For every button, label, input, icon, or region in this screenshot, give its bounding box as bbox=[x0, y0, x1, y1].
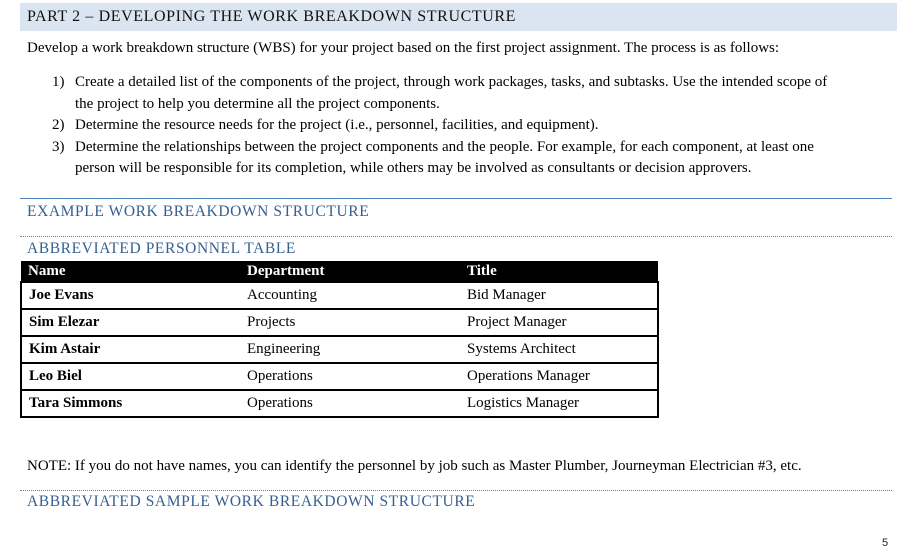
page-number: 5 bbox=[882, 537, 889, 549]
step-number: 2) bbox=[52, 117, 65, 133]
cell-name: Sim Elezar bbox=[21, 309, 240, 336]
personnel-table-heading: ABBREVIATED PERSONNEL TABLE bbox=[27, 240, 296, 257]
note-paragraph: NOTE: If you do not have names, you can identify the personnel by job such as Master Plumber, Journeyman Electrician #3, etc. bbox=[27, 458, 802, 474]
personnel-table bbox=[20, 261, 659, 418]
cell-department: Projects bbox=[240, 309, 460, 336]
cell-department: Operations bbox=[240, 390, 460, 417]
cell-name: Tara Simmons bbox=[21, 390, 240, 417]
column-header-title: Title bbox=[460, 261, 658, 282]
step-text-line: Create a detailed list of the components of the project, through work packages, tasks, and subtasks. Use the intended scope of bbox=[75, 74, 828, 90]
section-divider bbox=[20, 198, 892, 199]
column-header-department: Department bbox=[240, 261, 460, 282]
step-text-line: Determine the relationships between the project components and the people. For example, for each component, at least one bbox=[75, 138, 814, 155]
list-item bbox=[52, 72, 892, 115]
cell-department: Accounting bbox=[240, 282, 460, 309]
table-header-row bbox=[21, 261, 658, 282]
step-text-line: person will be responsible for its completion, while others may be involved as consultants or decision approvers. bbox=[75, 160, 752, 176]
cell-title: Project Manager bbox=[460, 309, 658, 336]
process-steps-list bbox=[52, 72, 892, 180]
list-item bbox=[52, 137, 892, 180]
table-row bbox=[21, 363, 658, 390]
table-row bbox=[21, 336, 658, 363]
cell-department: Engineering bbox=[240, 336, 460, 363]
column-header-name: Name bbox=[21, 261, 240, 282]
part-header: PART 2 – DEVELOPING THE WORK BREAKDOWN STRUCTURE bbox=[20, 3, 897, 31]
dotted-divider bbox=[20, 236, 892, 237]
cell-department: Operations bbox=[240, 363, 460, 390]
step-number: 3) bbox=[52, 138, 65, 155]
cell-name: Kim Astair bbox=[21, 336, 240, 363]
step-text-line: Determine the resource needs for the project (i.e., personnel, facilities, and equipment). bbox=[75, 117, 599, 133]
cell-title: Systems Architect bbox=[460, 336, 658, 363]
dotted-divider bbox=[20, 490, 892, 491]
cell-name: Leo Biel bbox=[21, 363, 240, 390]
cell-title: Operations Manager bbox=[460, 363, 658, 390]
example-wbs-heading: EXAMPLE WORK BREAKDOWN STRUCTURE bbox=[27, 203, 370, 220]
intro-paragraph: Develop a work breakdown structure (WBS) for your project based on the first project assignment. The process is as follows: bbox=[27, 40, 780, 56]
cell-title: Bid Manager bbox=[460, 282, 658, 309]
list-item bbox=[52, 115, 892, 137]
step-number: 1) bbox=[52, 74, 65, 90]
cell-title: Logistics Manager bbox=[460, 390, 658, 417]
cell-name: Joe Evans bbox=[21, 282, 240, 309]
table-row bbox=[21, 390, 658, 417]
step-text-line: the project to help you determine all the project components. bbox=[75, 95, 440, 112]
table-row bbox=[21, 282, 658, 309]
sample-wbs-heading: ABBREVIATED SAMPLE WORK BREAKDOWN STRUCTURE bbox=[27, 493, 476, 510]
table-row bbox=[21, 309, 658, 336]
